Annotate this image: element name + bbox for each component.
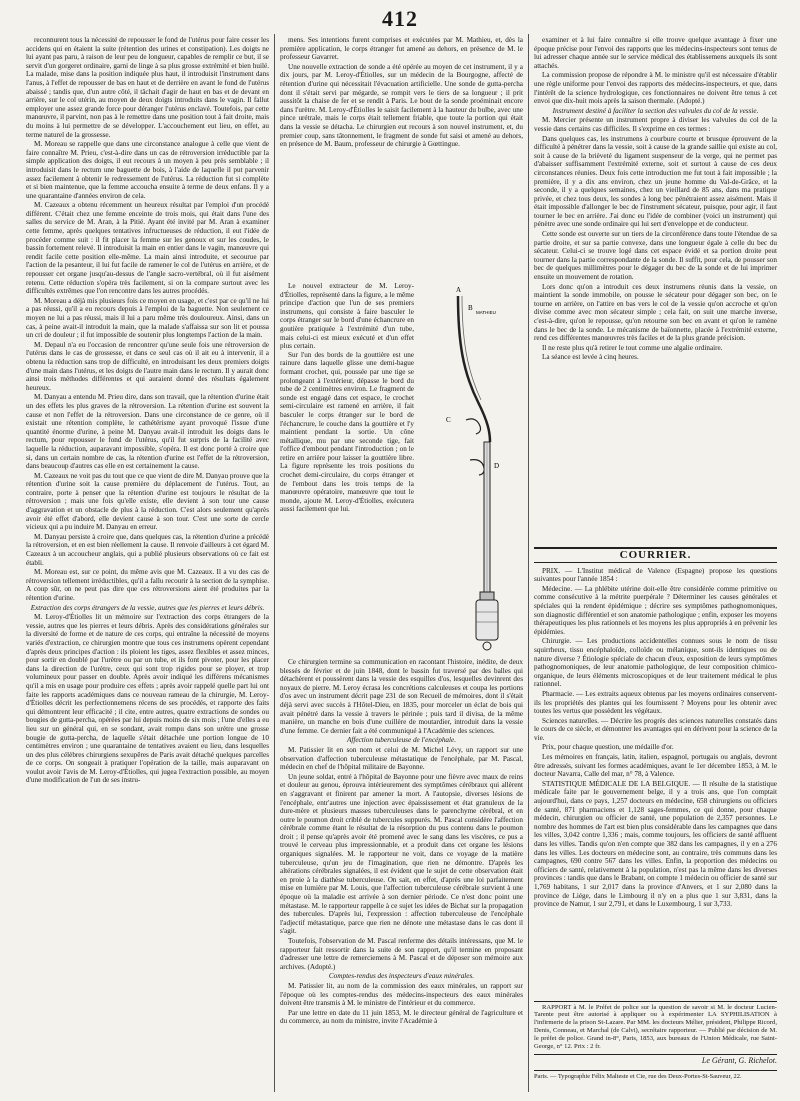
section-heading: Instrument destiné à faciliter la section des valvules du col de la vessie. (552, 106, 759, 115)
gerant-signature: Le Gérant, G. Richelot. (701, 1056, 777, 1066)
divider (534, 1001, 777, 1002)
figure-label-c: C (446, 416, 451, 424)
paragraph: Prix, pour chaque question, une médaille d'or. (542, 743, 674, 752)
column-2 (280, 36, 523, 1098)
column-3 (534, 36, 777, 1082)
paragraph: M. Patissier lit en son nom et celui de M. Michel Lévy, un rapport sur une observation d'affection tuberculeuse métastatique de l'encéphale, par M. Pascal, médecin en chef de l'hôpital militaire de Bayonne. (280, 745, 523, 772)
page-number: 412 (382, 6, 418, 31)
paragraph: La commission propose de répondre à M. le ministre qu'il est nécessaire d'établir une règle uniforme pour l'envoi des rapports des médecins-inspecteurs, et que, dans l'intérêt de la science hydrologique, ces fonctionnaires ne doivent être tenus à cet envoi que dix-huit mois après la saison thermale. (Adopté.) (534, 71, 777, 106)
paragraph: Il ne reste plus qu'à retirer le tout comme une algalie ordinaire. (542, 343, 723, 352)
paragraph: M. Moreau a déjà mis plusieurs fois ce moyen en usage, et c'est par ce qu'il ne lui a pas réussi, qu'il a eu recours depuis à l'emploi de la baguette. Non seulement ce moyen ne lui a pas réussi, mais il lui a paru même très douloureux. Ainsi, dans un cas, à peine avait-il introduit la main, que la malade s'affaissa sur son lit et poussa un cri de douleur ; il fut impossible de soutenir plus longtemps l'action de la main. (26, 296, 269, 340)
figure-caption-text (280, 282, 414, 654)
paragraph: Chirurgie. — Les productions accidentelles connues sous le nom de tissu squirrheux, tissu encéphaloïde, colloïde ou mélanique, sont-ils identiques ou de nature diverse ? Étiologie spéciale de chacun d'eux, exposition de leurs symptômes pathognomoniques, de leur anatomie pathologique, de leur composition chimico-organique, de leurs éléments microscopiques et de leur traitement médical le plus rationnel. (534, 637, 777, 689)
paragraph: reconnurent tous la nécessité de repousser le fond de l'utérus pour faire cesser les accidens qui en étaient la suite (rétention des urines et constipation). Les doigts ne lui ayant pas paru, à raison de leur peu de longueur, capables de remplir ce but, il se servit d'un gorgeret ordinaire, garni de linge à sa plus grosse extrémité et bien huilé. La malade, mise dans la position indiquée plus haut, il introduisit l'instrument dans l'anus, à l'effet de repousser de bas en haut et de derrière en avant le fond de l'utérus abaissé ; tandis que, d'un autre côté, il tâchait d'agir de haut en bas et de devant en arrière, sur le col utérin, au moyen de deux doigts introduits dans le vagin. Il fallut employer une assez grande force pour déranger l'utérus enclavé. Toutefois, par cette manœuvre, il parvint, non pas à le remettre dans une position tout à fait droite, mais du moins à lui permettre de se développer. L'accouchement eut lieu, en effet, au terme naturel de la grossesse. (26, 36, 269, 139)
paragraph: Sciences naturelles. — Décrire les progrès des sciences naturelles constatés dans le cours de ce siècle, et démontrer les avantages qui en dérivent pour la science de la vie. (534, 716, 777, 742)
paragraph: Un jeune soldat, entré à l'hôpital de Bayonne pour une fièvre avec maux de reins et douleur au genou, éprouva intérieurement des symptômes cérébraux qui allèrent en s'aggravant et finirent par amener la mort. A l'autopsie, diverses lésions de l'encéphale, entr'autres une injection avec épaississement et état granuleux de la dure-mère et plusieurs masses tuberculeuses dans le parenchyme cérébral, et en outre le poumon droit criblé de tubercules suppurés. M. Pascal considère l'affection cérébrale comme étant le résultat de la résorption du pus contenu dans le poumon droit ; il pense qu'après avoir été promené avec le sang dans les viscères, ce pus a trouvé le cerveau plus impressionnable, et a produit dans cet organe les lésions organiques signalées. M. le rapporteur ne voit, dans ce voyage de la matière tuberculeuse, qu'un jeu de l'imagination, que rien ne démontre. D'après les altérations cérébrales signalées, il est évident que le sujet de cette observation était en proie à la diathèse tuberculeuse. On sait, en effet, d'après une loi parfaitement mise en lumière par M. Louis, que l'affection tuberculeuse cérébrale survient à une époque où la maladie est arrivée à son dernier période. Ce n'est donc point une métastase. M. le rapporteur rappelle à ce sujet les idées de Bichat sur la propagation des tubercules. D'après lui, l'expression : affection tuberculeuse de l'encéphale l'adjectif métastatique, parce que rien ne dénote une métastase dans le cas dont il s'agit. (280, 772, 523, 936)
paragraph: Ce chirurgien termine sa communication en racontant l'histoire, inédite, de deux blessés de février et de juin 1848, dont le bassin fut traversé par des balles qui détachèrent et poussèrent dans la vessie des esquilles d'os, lesquelles devinrent des noyaux de pierre. M. Leroy écrasa les concrétions calculeuses et coupa les portions d'os avec un instrument décrit page 231 de son Recueil de mémoires, dont il s'était déjà servi avec succès à l'Hôtel-Dieu, en 1835, pour morceler un éclat de bois qui avait pénétré dans la vessie à travers le périnée ; puis tard il divisa, de la même manière, un manche en bois d'une cuillère de moutardier, introduit dans la vessie d'une femme. Ce dernier fait a été communiqué à l'Académie des sciences. (280, 658, 523, 735)
handle-collar (480, 592, 494, 600)
column-3-top (534, 36, 777, 541)
paragraph: M. Cazeaux a obtenu récemment un heureux résultat par l'emploi d'un procédé différent. C'était chez une femme enceinte de trois mois, qui était dans l'une des salles du service de M. Aran, à la Pitié. Ayant été invité par M. Aran à examiner cette femme, après quelques tentatives infructueuses de réduction, il eut l'idée de procéder comme suit : il fit placer la femme sur les genoux et sur les coudes, le bassin fortement relevé. Il introduisit la main en entier dans le vagin, manœuvre qui rendit facile cette position elle-même. La main ainsi introduite, et secourue par l'action de la pesanteur, il lui fut facile de ramener le col de l'utérus en arrière, et de repousser cet organe jusqu'au-dessus de l'angle sacro-vertébral, où il fut aisément retenu. Cette réduction s'opéra très facilement, si on la compare surtout avec les difficultés extrêmes que l'on rencontre dans les autres procédés. (26, 201, 269, 296)
ring-icon (483, 642, 491, 650)
hook-icon (466, 419, 481, 434)
column-divider (528, 34, 529, 1092)
divider (534, 1070, 777, 1071)
paragraph: La séance est levée à cinq heures. (542, 353, 639, 362)
column-1 (26, 36, 269, 786)
handle-icon (476, 600, 498, 640)
paragraph: M. Moreau est, sur ce point, du même avis que M. Cazeaux. Il a vu des cas de rétroversion tellement irréductibles, qu'il a fallu recourir à la section de la symphise. A coup sûr, on ne peut pas dire que ces rétroversions aient été produites par la rétention d'urine. (26, 568, 269, 602)
paragraph: examiner et à lui faire connaître si elle trouve quelque avantage à fixer une époque précise pour l'envoi des rapports que les médecins-inspecteurs sont tenus de lui adresser chaque année sur le service médical des établissemens auxquels ils sont attachés. (534, 36, 777, 70)
divider (534, 1054, 777, 1055)
figure-label-a: A (456, 286, 462, 294)
paragraph: Par une lettre en date du 11 juin 1853, M. le directeur général de l'agriculture et du commerce, au nom du ministre, invite l'Académie à (280, 1008, 523, 1026)
paragraph: STATISTIQUE MÉDICALE DE LA BELGIQUE. — Il résulte de la statistique médicale faite par le gouvernement belge, il y a trois ans, que l'on comptait aujourd'hui, dans ce pays, 1,257 docteurs en médecine, 658 chirurgiens ou officiers de santé, 871 pharmaciens et 1,128 sages-femmes, ce qui donne, pour chaque médecin, chirurgien ou officier de santé, une population de 2,357 personnes. Le nombre des hommes de l'art est bien plus considérable dans les campagnes que dans les villes, 3,042 contre 1,336 ; mais, comme toujours, les officiers de santé affluent dans les villes. Tandis qu'on n'en compte que 382 dans les campagnes, il y en a 276 dans les villes. Les docteurs en médecine sont, au contraire, très communs dans les campagnes, 690 contre 567 dans les villes. Enfin, la proportion des médecins ou officiers de santé, relativement à la population, n'est pas la même dans les diverses provinces : tandis que dans le Brabant, on compte 1 médecin ou officier de santé sur 1,769 habitans, 1 sur 2,017 dans la province d'Anvers, et 1 sur 2,080 dans la province de Liége, dans le Limbourg il n'y en a plus que 1 sur 3,831, dans la province de Namur, 1 sur 2,791, et dans le Luxembourg, 1 sur 3,733. (534, 779, 777, 909)
column-2-bottom (280, 658, 523, 1098)
extractor-illustration (418, 282, 523, 654)
paragraph: PRIX. — L'Institut médical de Valence (Espagne) propose les questions suivantes pour l'année 1854 : (534, 566, 777, 584)
figure-block (280, 282, 523, 654)
section-heading: Extraction des corps étrangers de la vessie, autres que les pierres et leurs débris. (30, 603, 265, 612)
paragraph: M. Moreau se rappelle que dans une circonstance analogue à celle que vient de faire connaître M. Prieu, c'est-à-dire dans un cas de rétroversion irréductible par la simple application des doigts, il eut recours à un moyen à peu près semblable ; il introduisit dans le rectum une baguette de bois, à l'aide de laquelle il put parvenir assez facilement à obtenir le redressement de l'utérus. La réduction fut si complète et si bien maintenue, que la femme accoucha ensuite à terme de deux enfans. Il y a une quarantaine d'années environ de cela. (26, 140, 269, 200)
paragraph: Médecine. — La phlébite utérine doit-elle être considérée comme primitive ou comme consécutive à la métrite puerpérale ? Déterminer les causes générales et spéciales qui la rendent épidémique ; décrire ses symptômes pathognomoniques, son diagnostic différentiel et son anatomie pathologique ; enfin, exposer les moyens thérapeutiques les plus rationnels et les moyens les plus appropriés à en prévenir les épidémies. (534, 584, 777, 636)
paragraph: Lors donc qu'on a introduit ces deux instrumens réunis dans la vessie, on maintient la sonde immobile, on pousse le sécateur pour dégager son bec, on le tourne en arrière, on l'attire en bas vers le col de la vessie qu'on accroche et qu'on divise comme avec mon sécateur simple ; cela fait, on suit une marche inverse, c'est-à-dire, qu'on le repousse, qu'on retourne son bec en avant et qu'on le ramène dans le bec de la sonde. Le mécanisme de baïonnette, placée à l'extrémité externe, rend ces différentes manœuvres très faciles et de la plus grande précision. (534, 282, 777, 343)
maker-stamp: MATHIEU (476, 310, 496, 315)
paragraph: M. Cazeaux ne voit pas du tout que ce que vient de dire M. Danyau prouve que la rétention d'urine soit la cause première du déplacement de l'utérus. Tout, au contraire, porte à penser que la rétention d'urine est toujours le résultat de la rétroversion ; mais une fois qu'elle existe, elle devient à son tour une cause d'aggravation et un obstacle de plus à la réduction. C'est alors seulement qu'après avoir été effet d'abord, elle devient cause à son tour. C'est une sorte de cercle vicieux qui a pu induire M. Danyau en erreur. (26, 471, 269, 532)
paragraph: Sur l'un des bords de la gouttière est une rainure dans laquelle glisse une demi-bague formant crochet, qui, poussée par une tige se prolongeant à l'extérieur, dépasse le bord du tube de 2 centimètres environ. Le fragment de sonde est engagé dans cet espace, le crochet semi-circulaire est ramené en arrière, il fait basculer le corps étranger sur le bord de l'échancrure, le couche dans la gouttière et l'y maintient pendant la sortie. Un cône métallique, mu par une seconde tige, fait l'office d'embout pendant l'introduction ; on le retire en arrière pour laisser la gouttière libre. La figure représente les trois positions du crochet demi-circulaire, du corps étranger et de l'embout dans les trois temps de la manœuvre opératoire, manœuvre que tout le monde, ajoute M. Leroy-d'Étiolles, exécutera aussi facilement que lui. (280, 350, 414, 514)
paragraph: M. Depaul n'a eu l'occasion de rencontrer qu'une seule fois une rétroversion de l'utérus dans le cas de grossesse, et dans ce seul cas où il ait eu à intervenir, il a obtenu la réduction sans trop de difficulté, en introduisant les deux premiers doigts d'une main dans l'utérus, et les doigts de l'autre main dans le rectum. Il y aurait donc ainsi trois méthodes différentes et qui auraient donné des résultats également heureux. (26, 340, 269, 392)
section-heading: Affection tuberculeuse de l'encéphale. (346, 736, 457, 745)
paragraph: M. Leroy-d'Étiolles lit un mémoire sur l'extraction des corps étrangers de la vessie, autres que les pierres et leurs débris. Après des considérations générales sur la diversité de forme et de nature de ces corps, qui entraîne la nécessité de moyens variés d'extraction, ce chirurgien montre que tous ces instrumens opèrent cependant d'après deux principes d'action : ils ploient les tiges, assez flexibles et assez minces, pour sortir en doublé par l'urètre ou par un tube, et ils font pivoter, pour les placer dans la direction de l'urètre, ceux qui sont trop rigides pour se ployer, et trop volumineux pour passer en double. Après avoir indiqué les différens mécanismes qu'il a mis en usage pour produire ces effets ; après avoir rappelé quelle part lui ont faite les rapports académiques dans ce nouveau rameau de la chirurgie, M. Leroy-d'Étiolles décrit les perfectionnemens récens de ses procédés, et rapporte des faits qui démontrent leur efficacité ; il cite, entre autres, quatre extractions de sondes ou bougies de gutta-percha, opérées par lui depuis moins de six mois ; l'une d'elles a eu lieu sur un général qui, en se sondant, avait rompu dans son urètre une grosse bougie de gutta-percha, de laquelle s'était détachée une portion longue de 10 centimètres environ ; une quarantaine de tentatives avaient eu lieu, dans lesquelles un des plus célèbres chirurgiens sexupêres de Paris avait détaché quelques parcelles de ce corps. On songeait à pratiquer l'opération de la taille, mais auparavant on voulut avoir l'avis de M. Leroy-d'Étiolles, qui jugea l'extraction possible, au moyen d'une modification de l'un de ses instru- (26, 613, 269, 785)
figure-label-b: B (468, 304, 473, 312)
paragraph: Pharmacie. — Les extraits aqueux obtenus par les moyens ordinaires conservent-ils les propriétés des plantes qui les fournissent ? Moyens pour les obtenir avec toutes les vertus que possèdent les végétaux. (534, 689, 777, 716)
paragraph: Cette sonde est ouverte sur un tiers de la circonférence dans toute l'étendue de sa partie droite, et sur sa partie convexe, dans une longueur égale à celle du bec du sécateur. Celui-ci se trouve logé dans cet espace évidé et sa portion droite peut tourner dans la partie correspondante de la sonde. Il suffit, pour cela, de pousser son bec de quelques millimètres pour le dégager du bec de la sonde et de lui imprimer ensuite un mouvement de rotation. (534, 230, 777, 282)
paragraph: Toutefois, l'observation de M. Pascal renferme des détails intéressans, que M. le rapporteur fait ressortir dans la suite de son rapport, qu'il termine en proposant d'adresser une lettre de remerciemens à M. Pascal et de déposer son mémoire aux archives. (Adopté.) (280, 937, 523, 971)
courrier-body (534, 567, 777, 997)
paragraph: M. Danyau persiste à croire que, dans quelques cas, la rétention d'urine a précédé la rétroversion, et en est bien réellement la cause. Il renvoie d'ailleurs à cet égard M. Cazeaux à un accoucheur anglais, qui a publié plusieurs observations où ce fait est établi. (26, 532, 269, 567)
paragraph: Une nouvelle extraction de sonde a été opérée au moyen de cet instrument, il y a dix jours, par M. Leroy-d'Étiolles, sur un médecin de la Bourgogne, affecté de rétention d'urine qui nécessitait l'évacuation artificielle. Une sonde de gutta-percha dont il s'était servi par mégarde, se rompit vers le tiers de sa longueur ; il prit aussitôt la chaise de fer et se rendit à Paris. Le bout de la sonde proéminait encore dans l'urètre. M. Leroy-d'Étiolles le saisit facilement à la hauteur du bulbe, avec une pince urétrale, mais le corps était tellement friable, que toute la portion qui était dans la vessie se détacha. Le chirurgien eut recours à son nouvel instrument, et, du premier coup, sans tâtonnement, le fragment de sonde fut saisi et amené au dehors, en présence de M. Baum, professeur de chirurgie à Gœttingue. (280, 62, 523, 149)
rapport-notice: RAPPORT à M. le Préfet de police sur la question de savoir si M. le docteur Lucien-Tarente peut être autorisé à appliquer ou à expérimenter LA SYPHILISATION à l'infirmerie de la prison St-Lazare. Par MM. les docteurs Mélier, président, Philippe Ricord, Denis, Conneau, et Marchal (de Calvi), secrétaire rapporteur. — Publié par décision de M. le préfet de police. Grand in-8°, Paris, 1853, aux bureaux de l'Union Médicale, rue Saint-George, n° 12. Prix : 2 fr. (534, 1003, 777, 1050)
paragraph: Les mémoires en français, latin, italien, espagnol, portugais ou anglais, devront être adressés, suivant les formes académiques, avant le 1er décembre 1853, à M. le docteur Navarra, Calle del mar, n° 78, à Valence. (534, 753, 777, 779)
paragraph: Le nouvel extracteur de M. Leroy-d'Étiolles, représenté dans la figure, a le même principe d'action que l'un de ses premiers instrumens, qui consiste à faire basculer le corps étranger sur le bord d'une échancrure en goutière pratiquée à l'extrémité d'un tube, mais celui-ci est mieux exécuté et d'un effet plus certain. (280, 282, 414, 351)
paragraph: mens. Ses intentions furent comprises et exécutées par M. Mathieu, et, dès la première application, le corps étranger fut amené au dehors, en présence de M. le professeur Gavarret. (280, 36, 523, 62)
paragraph: M. Mercier présente un instrument propre à diviser les valvules du col de la vessie dans certains cas difficiles. Il s'exprime en ces termes : (534, 116, 777, 133)
section-heading: Comptes-rendus des inspecteurs d'eaux minérales. (328, 972, 475, 981)
column-2-top (280, 36, 523, 278)
paragraph: M. Danyau a entendu M. Prieu dire, dans son travail, que la rétention d'urine était un des effets les plus graves de la rétroversion. La rétention d'urine est souvent la cause et non l'effet de la rétroversion. Dans une circonstance de ce genre, où il existait une rétention complète, le cathétérisme ayant provoqué l'issue d'une quantité énorme d'urine, à peine M. Danyau avait-il introduit les doigts dans le rectum, pour repousser le fond de l'utérus, qu'il fut surpris de la facilité avec laquelle la réduction, auparavant impossible, s'opéra. Il est donc porté à croire que si, dans un certain nombre de cas, la rétention d'urine est l'effet de la rétroversion, dans beaucoup d'autres cas elle en est certainement la cause. (26, 393, 269, 471)
printer-imprint: Paris. — Typographie Félix Malteste et Cie, rue des Deux-Portes-St-Sauveur, 22. (534, 1072, 742, 1080)
paragraph: Dans quelques cas, les instrumens à courbure courte et brusque éprouvent de la difficulté à pénétrer dans la vessie, soit à cause de la grande saillie qui existe au col, soit à cause de la brièveté du ligament suspenseur de la verge, qui ne permet pas d'abaisser suffisamment l'extrémité externe, soit et surtout à cause de ces deux circonstances réunies. Deux fois cette introduction me fut tout à fait impossible ; la première, il y a dix ans environ, chez un jeune homme du Val-de-Grâce, et la seconde, il y a quelques semaines, chez un vieillard de 85 ans, dans ma pratique privée, et chez tous deux, les sondes à long bec pénétraient assez aisément. Mais il était impossible d'allonger le bec de l'instrument sécateur, puisque, pour agir, il faut tourner le bec en arrière. J'ai donc eu l'idée de combiner (voici un instrument) qui pénètre avec une sonde ordinaire qui lui sert d'enveloppe et de conducteur. (534, 134, 777, 229)
column-divider (274, 34, 275, 1092)
hook-icon (470, 460, 484, 475)
courrier-heading: COURRIER. (534, 547, 777, 563)
paragraph: M. Patissier lit, au nom de la commission des eaux minérales, un rapport sur l'époque où les comptes-rendus des médecins-inspecteurs des eaux minérales doivent être transmis à M. le ministre de l'intérieur et du commerce. (280, 981, 523, 1008)
figure-label-d: D (494, 462, 500, 470)
